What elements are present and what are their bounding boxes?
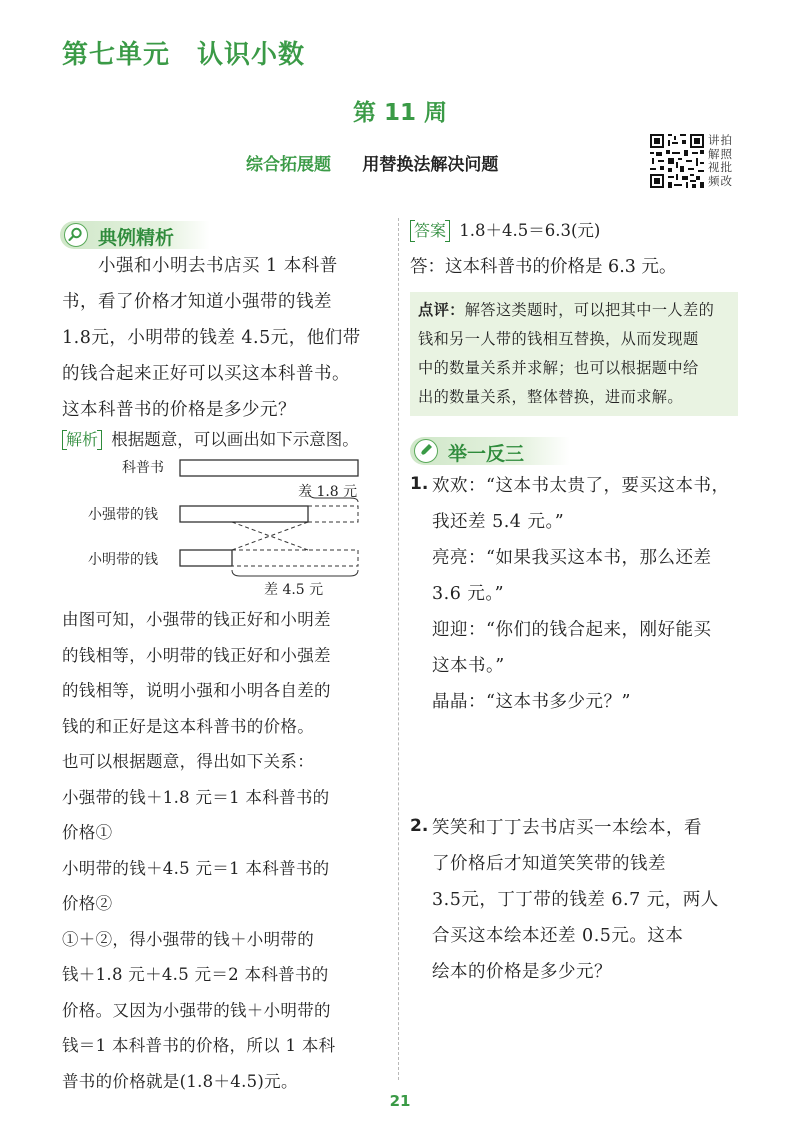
answer-tag: 答案 xyxy=(410,216,450,246)
answer-equation: 1.8＋4.5＝6.3(元) xyxy=(459,221,601,240)
comment-label: 点评： xyxy=(418,301,465,319)
explanation-line: 小明带的钱＋4.5 元＝1 本科普书的 xyxy=(62,858,330,878)
comment-line: 中的数量关系并求解；也可以根据题中给 xyxy=(418,359,699,377)
problem-line: 的钱合起来正好可以买这本科普书。 xyxy=(62,364,350,384)
topic-title: 用替换法解决问题 xyxy=(362,155,499,175)
subtitle xyxy=(246,150,498,175)
q1-line: 迎迎：“你们的钱合起来，刚好能买 xyxy=(432,620,712,640)
q1-line: 这本书。” xyxy=(432,656,505,676)
explanation-line: 小强带的钱＋1.8 元＝1 本科普书的 xyxy=(62,787,330,807)
qr-code-icon[interactable] xyxy=(650,134,704,188)
comment-text: 解答这类题时，可以把其中一人差的 xyxy=(464,301,715,319)
xq-money-bar xyxy=(180,506,308,522)
practice-section-label: 举一反三 xyxy=(448,443,525,465)
explanation-line: 钱＝1 本科普书的价格，所以 1 本科 xyxy=(62,1036,336,1055)
problem-line: 这本科普书的价格是多少元？ xyxy=(62,400,296,420)
example-section-header xyxy=(60,221,210,249)
book-price-bar xyxy=(180,460,358,476)
q1-line: 欢欢：“这本书太贵了，要买这本书， xyxy=(432,476,730,496)
qr-caption: 讲拍解照视批频改 xyxy=(708,133,733,188)
explanation-line: 钱的和正好是这本科普书的价格。 xyxy=(62,716,314,736)
xq-diff-bar xyxy=(308,506,358,522)
explanation-line: 钱＋1.8 元＋4.5 元＝2 本科普书的 xyxy=(62,965,329,984)
q2-line: 合买这本绘本还差 0.5元。这本 xyxy=(432,926,684,946)
xm-diff-bar xyxy=(232,550,358,566)
explanation-line: 的钱相等，小明带的钱正好和小强差 xyxy=(62,645,331,665)
diagram-label-xq: 小强带的钱 xyxy=(88,507,158,523)
column-divider xyxy=(398,218,399,1080)
q1-line: 3.6 元。” xyxy=(432,584,505,604)
explanation-line: 的钱相等，说明小强和小明各自差的 xyxy=(62,681,331,700)
line-segment-diagram xyxy=(60,452,390,602)
comment-line: 出的数量关系，整体替换，进而求解。 xyxy=(418,388,683,406)
answer-final: 答：这本科普书的价格是 6.3 元。 xyxy=(410,257,677,277)
diagram-diff-xm: 差 4.5 元 xyxy=(264,582,324,598)
q1-line: 晶晶：“这本书多少元？” xyxy=(432,692,631,712)
answer-equation-line xyxy=(410,216,740,246)
explanation-line: 由图可知，小强带的钱正好和小明差 xyxy=(62,610,331,629)
explanation-line: 普书的价格就是(1.8＋4.5)元。 xyxy=(62,1071,298,1091)
example-section-label: 典例精析 xyxy=(98,227,175,249)
problem-line: 1.8元，小明带的钱差 4.5元，他们带 xyxy=(62,328,361,348)
analysis-intro: 根据题意，可以画出如下示意图。 xyxy=(111,430,359,449)
pencil-icon xyxy=(414,439,438,463)
example-problem xyxy=(62,248,392,428)
q1-line: 亮亮：“如果我买这本书，那么还差 xyxy=(432,548,712,568)
explanation-line: 价格① xyxy=(62,823,113,842)
explanation-line: ①＋②，得小强带的钱＋小明带的 xyxy=(62,929,314,949)
swap-line-1 xyxy=(232,522,308,550)
page-number: 21 xyxy=(389,1092,411,1110)
diagram-diff-xq: 差 1.8 元 xyxy=(298,484,358,500)
diagram-label-xm: 小明带的钱 xyxy=(88,552,158,568)
comment-box xyxy=(410,292,738,416)
question-number: 2. xyxy=(410,816,429,836)
explanation xyxy=(62,602,392,1099)
magnifier-icon xyxy=(64,223,88,247)
q1-line: 我还差 5.4 元。” xyxy=(432,512,565,532)
problem-line: 小强和小明去书店买 1 本科普 xyxy=(62,256,338,276)
q2-line: 了价格后才知道笑笑带的钱差 xyxy=(432,854,666,874)
week-title: 第 11 周 xyxy=(352,100,448,126)
explanation-line: 价格。又因为小强带的钱＋小明带的 xyxy=(62,1000,331,1020)
practice-section-header xyxy=(410,437,570,465)
q2-line: 绘本的价格是多少元？ xyxy=(432,962,612,982)
analysis-line xyxy=(62,426,392,454)
comment-line: 钱和另一人带的钱相互替换，从而发现题 xyxy=(418,330,699,348)
question-number: 1. xyxy=(410,474,429,494)
explanation-line: 也可以根据题意，得出如下关系： xyxy=(62,752,314,771)
q2-line: 3.5元，丁丁带的钱差 6.7 元，两人 xyxy=(432,890,719,910)
problem-line: 书，看了价格才知道小强带的钱差 xyxy=(62,292,332,312)
q2-line: 笑笑和丁丁去书店买一本绘本，看 xyxy=(432,818,702,838)
section-type: 综合拓展题 xyxy=(246,155,331,175)
comment-line xyxy=(418,296,730,325)
analysis-tag: 解析 xyxy=(62,426,102,454)
xm-money-bar xyxy=(180,550,232,566)
explanation-line: 价格② xyxy=(62,894,113,913)
swap-line-2 xyxy=(232,522,308,550)
diagram-label-book: 科普书 xyxy=(122,460,164,476)
unit-title: 第七单元 认识小数 xyxy=(62,40,306,70)
